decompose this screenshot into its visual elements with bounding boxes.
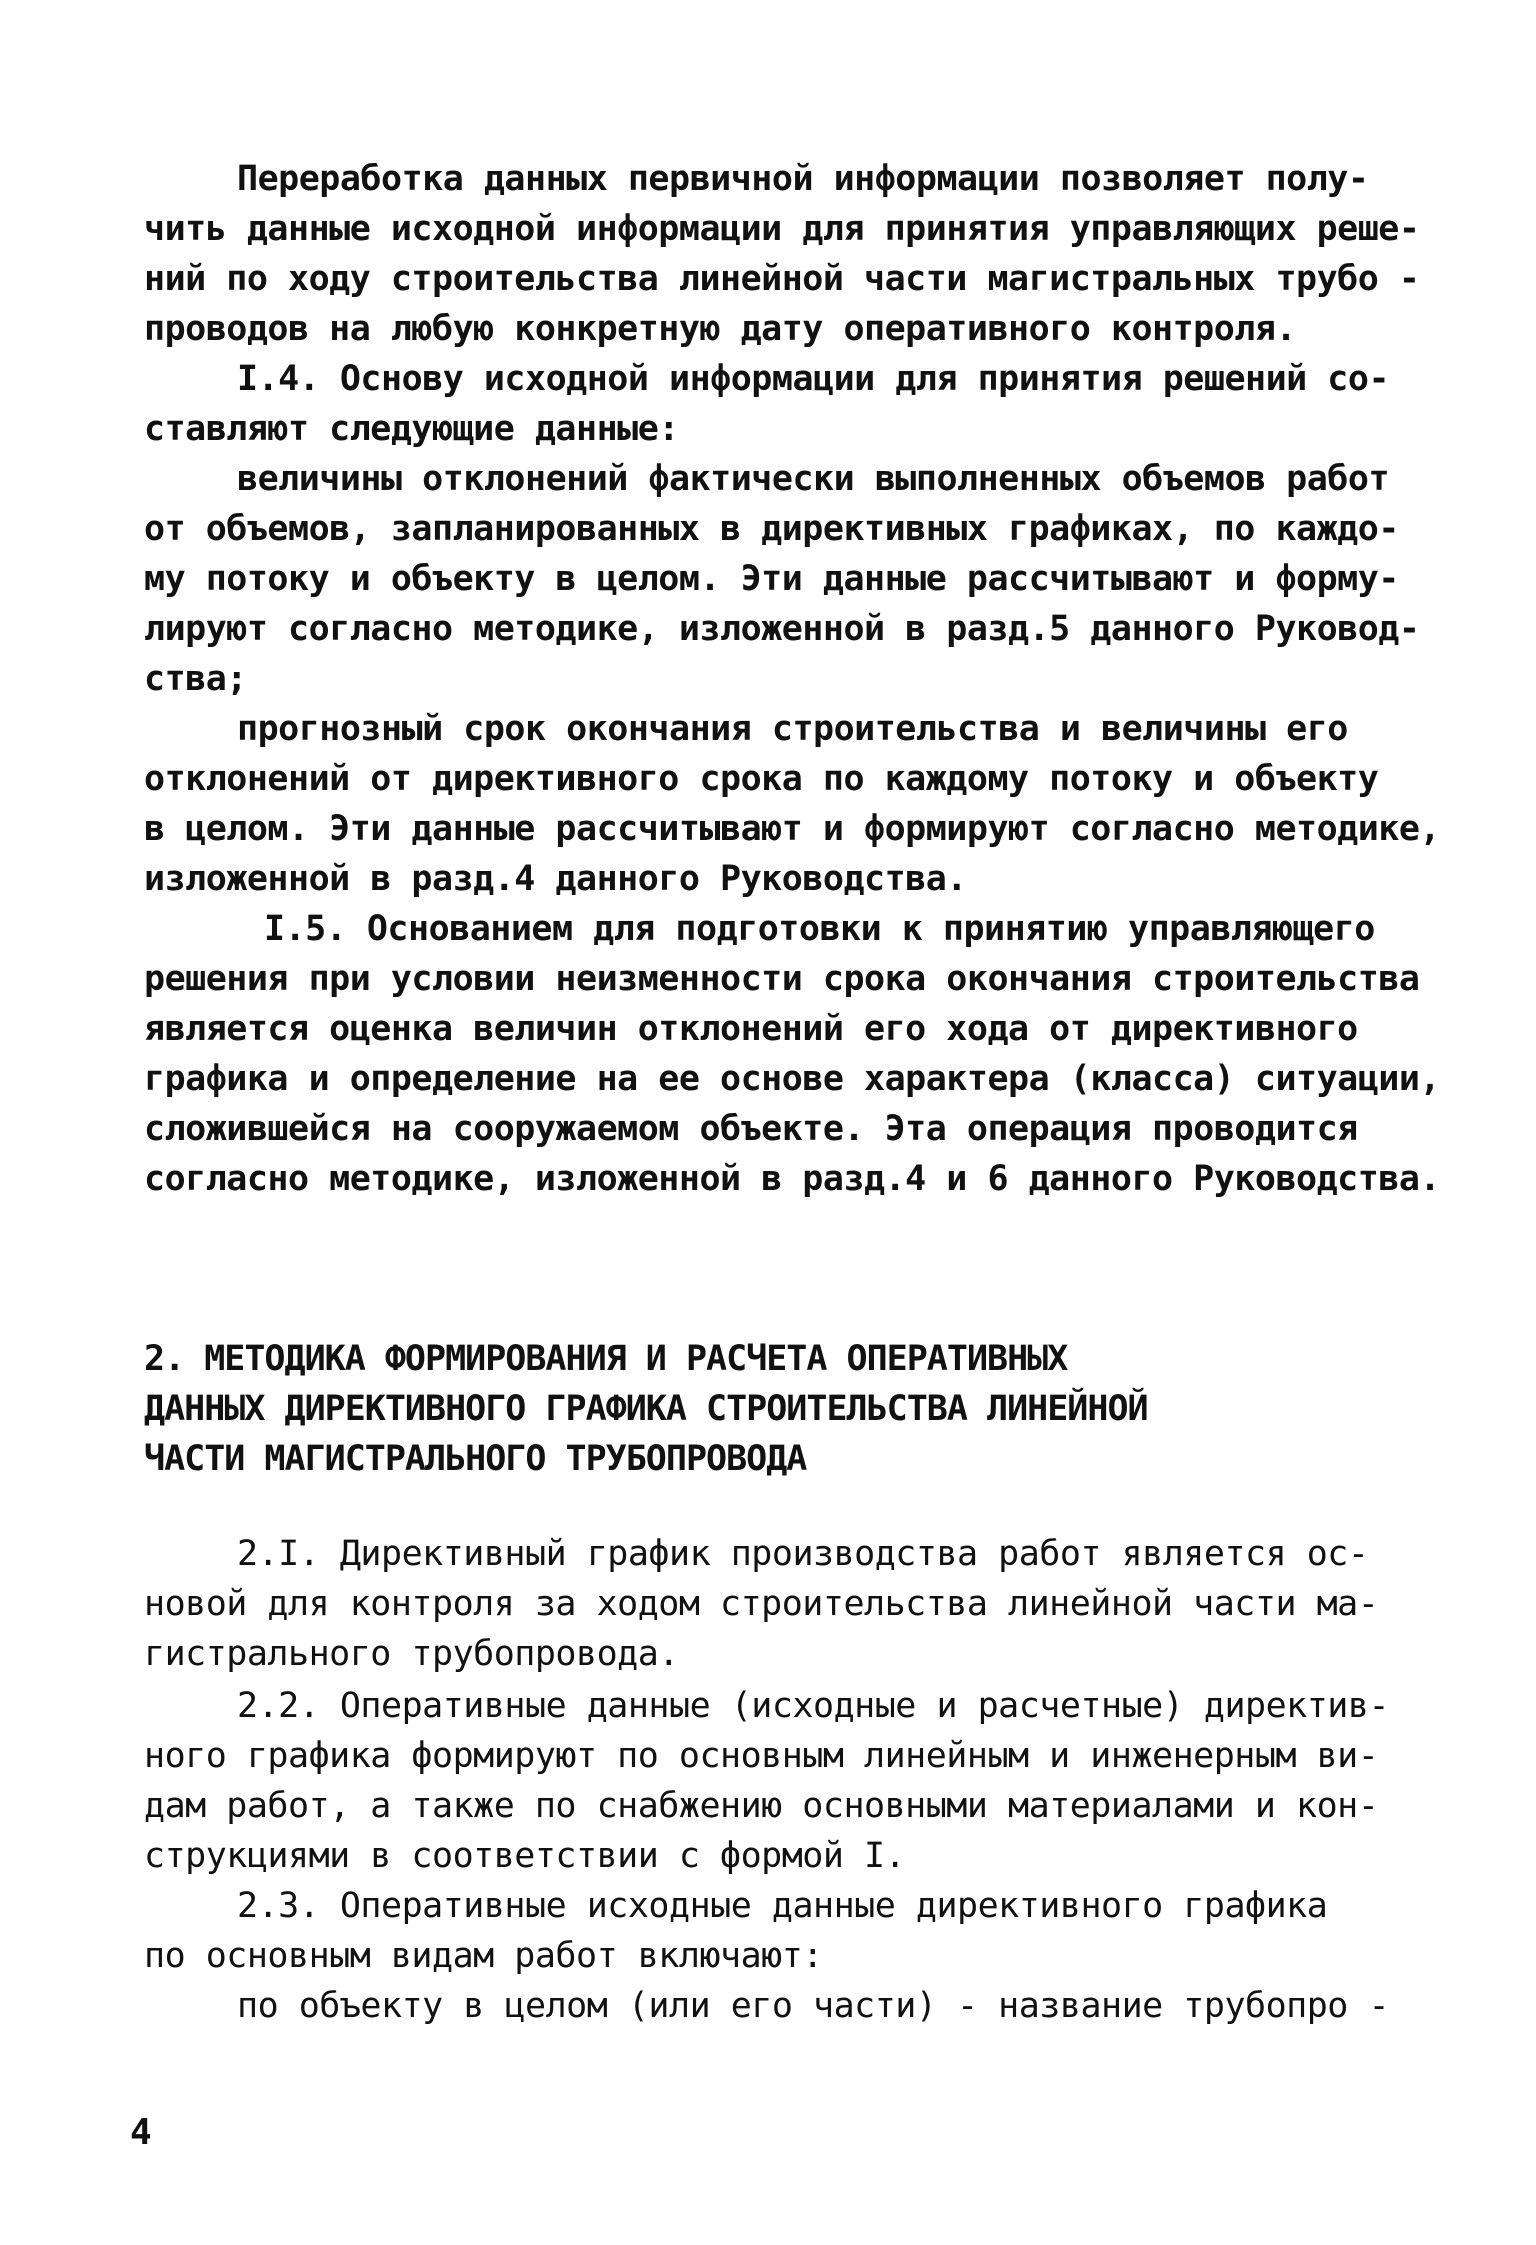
text-line: величины отклонений фактически выполненных объемов работ [237,459,1390,499]
text-line: ставляют следующие данные: [144,409,679,449]
page-number: 4 [130,2112,152,2153]
text-line: му потоку и объекту в целом. Эти данные рассчитывают и форму- [144,559,1399,599]
text-line: изложенной в разд.4 данного Руководства. [144,859,967,899]
heading-line: ЧАСТИ МАГИСТРАЛЬНОГО ТРУБОПРОВОДА [144,1439,807,1479]
text-line: чить данные исходной информации для принятия управляющих реше- [144,209,1420,249]
text-line: дам работ, а также по снабжению основными материалами и кон- [144,1786,1379,1826]
text-line: струкциями в соответствии с формой I. [144,1836,906,1876]
text-line: от объемов, запланированных в директивных графиках, по каждо- [144,509,1399,549]
text-line: I.5. Основанием для подготовки к принятию управляющего [264,909,1375,949]
text-line: 2.3. Оперативные исходные данные директивного графика [237,1886,1328,1926]
text-line: новой для контроля за ходом строительства линейной части ма- [144,1584,1379,1624]
text-line: ний по ходу строительства линейной части магистральных трубо - [144,259,1420,299]
text-line: согласно методике, изложенной в разд.4 и 6 данного Руководства. [144,1159,1441,1199]
text-line: сложившейся на сооружаемом объекте. Эта операция проводится [144,1109,1358,1149]
text-line: решения при условии неизменности срока окончания строительства [144,959,1420,999]
heading-line: ДАННЫХ ДИРЕКТИВНОГО ГРАФИКА СТРОИТЕЛЬСТВА ЛИНЕЙНОЙ [144,1389,1148,1429]
text-line: графика и определение на ее основе характера (класса) ситуации, [144,1059,1441,1099]
text-line: Переработка данных первичной информации позволяет полу- [237,159,1369,199]
text-line: отклонений от директивного срока по каждому потоку и объекту [144,759,1379,799]
text-line: прогнозный срок окончания строительства и величины его [237,709,1348,749]
text-line: 2.2. Оперативные данные (исходные и расчетные) директив- [237,1686,1390,1726]
text-line: гистрального трубопровода. [144,1634,679,1674]
text-line: ного графика формируют по основным линейным и инженерным ви- [144,1736,1379,1776]
text-line: является оценка величин отклонений его хода от директивного [144,1009,1358,1049]
heading-line: 2. МЕТОДИКА ФОРМИРОВАНИЯ И РАСЧЕТА ОПЕРАТИВНЫХ [144,1339,1068,1379]
text-line: лируют согласно методике, изложенной в разд.5 данного Руковод- [144,609,1420,649]
text-line: I.4. Основу исходной информации для принятия решений со- [237,359,1390,399]
text-line: по основным видам работ включают: [144,1936,823,1976]
text-line: в целом. Эти данные рассчитывают и формируют согласно методике, [144,809,1441,849]
text-line: по объекту в целом (или его части) - название трубопро - [237,1986,1390,2026]
text-line: 2.I. Директивный график производства работ является ос- [237,1534,1369,1574]
text-line: проводов на любую конкретную дату оперативного контроля. [144,309,1297,349]
text-line: ства; [144,659,247,699]
